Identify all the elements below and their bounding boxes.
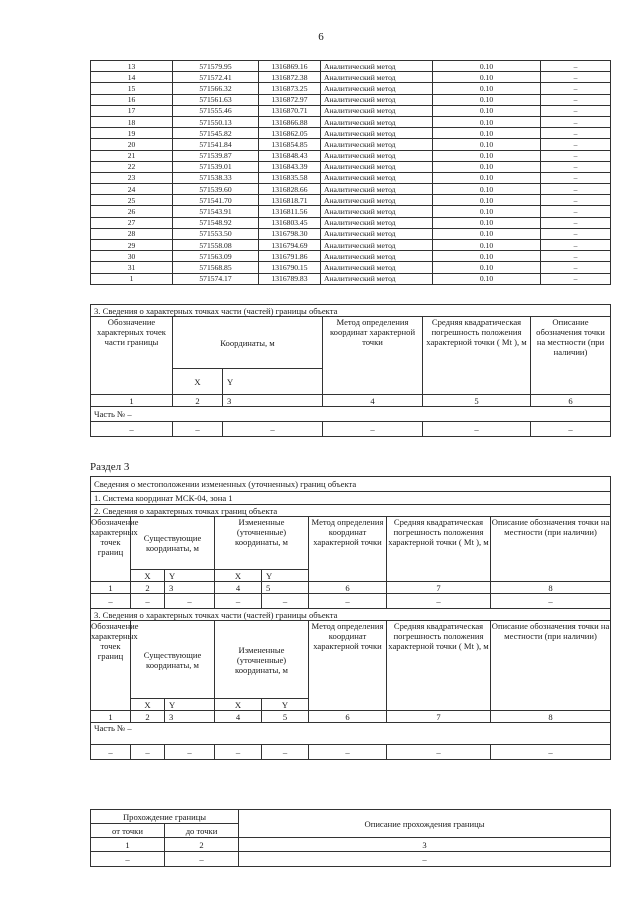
method-cell: Аналитический метод: [321, 128, 433, 139]
header-error: Средняя квадратическая погрешность положения характерной точки ( Mt ), м: [387, 621, 491, 711]
header-y: Y: [223, 369, 323, 395]
section3-table: [90, 476, 611, 760]
num-cell: 5: [262, 582, 309, 594]
header-error: Средняя квадратическая погрешность положения характерной точки ( Mt ), м: [387, 517, 491, 582]
description-cell: –: [541, 83, 611, 94]
num-cell: 5: [423, 395, 531, 407]
dash-cell: –: [91, 422, 173, 437]
method-cell: Аналитический метод: [321, 251, 433, 262]
point-number-cell: 23: [91, 172, 173, 183]
num-cell: 1: [91, 582, 131, 594]
dash-cell: –: [531, 422, 611, 437]
header-y: Y: [262, 699, 309, 711]
header-to: до точки: [165, 824, 239, 838]
x-coord-cell: 571539.60: [173, 184, 259, 195]
description-cell: –: [541, 184, 611, 195]
point-number-cell: 16: [91, 94, 173, 105]
num-cell: 2: [165, 838, 239, 852]
dash-cell: –: [239, 852, 611, 867]
y-coord-cell: 1316818.71: [259, 195, 321, 206]
description-cell: –: [541, 139, 611, 150]
table-row: [91, 228, 611, 239]
dash-cell: –: [262, 594, 309, 609]
error-cell: 0.10: [433, 94, 541, 105]
header-x: X: [131, 699, 165, 711]
description-cell: –: [541, 72, 611, 83]
num-cell: 6: [531, 395, 611, 407]
method-cell: Аналитический метод: [321, 72, 433, 83]
point-number-cell: 27: [91, 217, 173, 228]
y-coord-cell: 1316794.69: [259, 240, 321, 251]
num-cell: 5: [262, 711, 309, 723]
num-cell: 4: [215, 711, 262, 723]
num-cell: 3: [165, 582, 215, 594]
num-cell: 2: [173, 395, 223, 407]
dash-cell: –: [215, 745, 262, 760]
point-number-cell: 29: [91, 240, 173, 251]
table-row: [91, 172, 611, 183]
dash-cell: –: [491, 594, 611, 609]
point-number-cell: 30: [91, 251, 173, 262]
table-row: [91, 61, 611, 72]
error-cell: 0.10: [433, 172, 541, 183]
num-cell: 1: [91, 395, 173, 407]
table-row: [91, 217, 611, 228]
x-coord-cell: 571539.87: [173, 150, 259, 161]
table-row: [91, 72, 611, 83]
y-coord-cell: 1316870.71: [259, 105, 321, 116]
dash-cell: –: [215, 594, 262, 609]
error-cell: 0.10: [433, 228, 541, 239]
error-cell: 0.10: [433, 206, 541, 217]
description-cell: –: [541, 251, 611, 262]
y-coord-cell: 1316873.25: [259, 83, 321, 94]
y-coord-cell: 1316872.97: [259, 94, 321, 105]
dash-cell: –: [173, 422, 223, 437]
method-cell: Аналитический метод: [321, 240, 433, 251]
point-number-cell: 13: [91, 61, 173, 72]
description-cell: –: [541, 105, 611, 116]
x-coord-cell: 571545.82: [173, 128, 259, 139]
coords-table: [90, 60, 611, 285]
error-cell: 0.10: [433, 195, 541, 206]
table-row: [91, 262, 611, 273]
error-cell: 0.10: [433, 128, 541, 139]
header-y: Y: [165, 699, 215, 711]
dash-cell: –: [387, 745, 491, 760]
dash-cell: –: [91, 852, 165, 867]
point-number-cell: 15: [91, 83, 173, 94]
y-coord-cell: 1316789.83: [259, 273, 321, 284]
num-cell: 1: [91, 711, 131, 723]
x-coord-cell: 571541.70: [173, 195, 259, 206]
part-label: Часть № –: [91, 407, 611, 422]
dash-cell: –: [131, 594, 165, 609]
header-desc: Описание обозначения точки на местности (при наличии): [491, 517, 611, 582]
x-coord-cell: 571538.33: [173, 172, 259, 183]
x-coord-cell: 571541.84: [173, 139, 259, 150]
description-cell: –: [541, 94, 611, 105]
part3-title: 3. Сведения о характерных точках части (частей) границы объекта: [91, 609, 611, 621]
num-cell: 7: [387, 582, 491, 594]
point-number-cell: 19: [91, 128, 173, 139]
header-method: Метод определения координат характерной точки: [323, 317, 423, 395]
y-coord-cell: 1316872.38: [259, 72, 321, 83]
description-cell: –: [541, 206, 611, 217]
x-coord-cell: 571579.95: [173, 61, 259, 72]
table-row: [91, 105, 611, 116]
x-coord-cell: 571568.85: [173, 262, 259, 273]
method-cell: Аналитический метод: [321, 161, 433, 172]
coord-system: 1. Система координат МСК-04, зона 1: [91, 492, 611, 505]
method-cell: Аналитический метод: [321, 150, 433, 161]
num-cell: 3: [239, 838, 611, 852]
table-row: [91, 83, 611, 94]
error-cell: 0.10: [433, 72, 541, 83]
x-coord-cell: 571558.08: [173, 240, 259, 251]
num-cell: 3: [165, 711, 215, 723]
x-coord-cell: 571572.41: [173, 72, 259, 83]
y-coord-cell: 1316790.15: [259, 262, 321, 273]
point-number-cell: 26: [91, 206, 173, 217]
method-cell: Аналитический метод: [321, 262, 433, 273]
x-coord-cell: 571548.92: [173, 217, 259, 228]
table-row: [91, 273, 611, 284]
num-cell: 1: [91, 838, 165, 852]
table-row: [91, 128, 611, 139]
header-coords: Координаты, м: [173, 317, 323, 369]
description-cell: –: [541, 240, 611, 251]
y-coord-cell: 1316828.66: [259, 184, 321, 195]
header-x: X: [215, 570, 262, 582]
header-existing: Существующие координаты, м: [131, 517, 215, 570]
method-cell: Аналитический метод: [321, 195, 433, 206]
num-cell: 8: [491, 582, 611, 594]
point-number-cell: 17: [91, 105, 173, 116]
y-coord-cell: 1316854.85: [259, 139, 321, 150]
dash-cell: –: [131, 745, 165, 760]
num-cell: 7: [387, 711, 491, 723]
dash-cell: –: [91, 594, 131, 609]
method-cell: Аналитический метод: [321, 116, 433, 127]
dash-cell: –: [165, 852, 239, 867]
header-desc: Описание обозначения точки на местности (при наличии): [531, 317, 611, 395]
header-passage: Прохождение границы: [91, 810, 239, 824]
method-cell: Аналитический метод: [321, 172, 433, 183]
table-row: [91, 251, 611, 262]
x-coord-cell: 571561.63: [173, 94, 259, 105]
num-cell: 2: [131, 582, 165, 594]
header-x: X: [131, 570, 165, 582]
description-cell: –: [541, 61, 611, 72]
header-desc: Описание обозначения точки на местности (при наличии): [491, 621, 611, 711]
header-point: Обозначение характерных точек части границы: [91, 317, 173, 395]
x-coord-cell: 571563.09: [173, 251, 259, 262]
point-number-cell: 14: [91, 72, 173, 83]
passage-table: [90, 809, 611, 867]
x-coord-cell: 571550.13: [173, 116, 259, 127]
error-cell: 0.10: [433, 217, 541, 228]
header-y: Y: [165, 570, 215, 582]
header-error: Средняя квадратическая погрешность положения характерной точки ( Mt ), м: [423, 317, 531, 395]
y-coord-cell: 1316803.45: [259, 217, 321, 228]
header-changed: Измененные (уточненные) координаты, м: [215, 621, 309, 699]
method-cell: Аналитический метод: [321, 83, 433, 94]
dash-cell: –: [309, 745, 387, 760]
method-cell: Аналитический метод: [321, 273, 433, 284]
header-from: от точки: [91, 824, 165, 838]
y-coord-cell: 1316811.56: [259, 206, 321, 217]
section-title: 3. Сведения о характерных точках части (частей) границы объекта: [91, 305, 611, 317]
header-point: Обозначение характерных точек границ: [91, 517, 131, 582]
point-number-cell: 1: [91, 273, 173, 284]
dash-cell: –: [165, 594, 215, 609]
dash-cell: –: [387, 594, 491, 609]
y-coord-cell: 1316798.30: [259, 228, 321, 239]
error-cell: 0.10: [433, 251, 541, 262]
y-coord-cell: 1316835.58: [259, 172, 321, 183]
x-coord-cell: 571574.17: [173, 273, 259, 284]
dash-cell: –: [423, 422, 531, 437]
point-number-cell: 20: [91, 139, 173, 150]
description-cell: –: [541, 217, 611, 228]
num-cell: 6: [309, 711, 387, 723]
point-number-cell: 21: [91, 150, 173, 161]
error-cell: 0.10: [433, 184, 541, 195]
dash-cell: –: [309, 594, 387, 609]
method-cell: Аналитический метод: [321, 105, 433, 116]
header-method: Метод определения координат характерной точки: [309, 621, 387, 711]
error-cell: 0.10: [433, 240, 541, 251]
table-row: [91, 116, 611, 127]
y-coord-cell: 1316862.05: [259, 128, 321, 139]
section3-title: Сведения о местоположении измененных (уточненных) границ объекта: [91, 477, 611, 492]
table-row: [91, 150, 611, 161]
error-cell: 0.10: [433, 61, 541, 72]
header-existing: Существующие координаты, м: [131, 621, 215, 699]
x-coord-cell: 571539.01: [173, 161, 259, 172]
description-cell: –: [541, 262, 611, 273]
description-cell: –: [541, 150, 611, 161]
table-row: [91, 206, 611, 217]
dash-cell: –: [165, 745, 215, 760]
table-row: [91, 94, 611, 105]
y-coord-cell: 1316843.39: [259, 161, 321, 172]
method-cell: Аналитический метод: [321, 217, 433, 228]
error-cell: 0.10: [433, 83, 541, 94]
table-row: [91, 195, 611, 206]
page-number: 6: [318, 31, 324, 43]
description-cell: –: [541, 273, 611, 284]
error-cell: 0.10: [433, 161, 541, 172]
header-x: X: [173, 369, 223, 395]
dash-cell: –: [262, 745, 309, 760]
num-cell: 3: [223, 395, 323, 407]
x-coord-cell: 571543.91: [173, 206, 259, 217]
point-number-cell: 18: [91, 116, 173, 127]
error-cell: 0.10: [433, 116, 541, 127]
x-coord-cell: 571553.50: [173, 228, 259, 239]
description-cell: –: [541, 228, 611, 239]
x-coord-cell: 571566.32: [173, 83, 259, 94]
error-cell: 0.10: [433, 273, 541, 284]
description-cell: –: [541, 161, 611, 172]
y-coord-cell: 1316791.86: [259, 251, 321, 262]
table-row: [91, 161, 611, 172]
header-x: X: [215, 699, 262, 711]
error-cell: 0.10: [433, 105, 541, 116]
point-number-cell: 22: [91, 161, 173, 172]
section2-part3-table: [90, 304, 611, 437]
header-method: Метод определения координат характерной точки: [309, 517, 387, 582]
point-number-cell: 31: [91, 262, 173, 273]
y-coord-cell: 1316866.88: [259, 116, 321, 127]
point-number-cell: 25: [91, 195, 173, 206]
method-cell: Аналитический метод: [321, 139, 433, 150]
y-coord-cell: 1316848.43: [259, 150, 321, 161]
x-coord-cell: 571555.46: [173, 105, 259, 116]
method-cell: Аналитический метод: [321, 184, 433, 195]
method-cell: Аналитический метод: [321, 61, 433, 72]
num-cell: 6: [309, 582, 387, 594]
dash-cell: –: [223, 422, 323, 437]
description-cell: –: [541, 128, 611, 139]
method-cell: Аналитический метод: [321, 206, 433, 217]
description-cell: –: [541, 172, 611, 183]
num-cell: 2: [131, 711, 165, 723]
header-y: Y: [262, 570, 309, 582]
table-row: [91, 240, 611, 251]
dash-cell: –: [323, 422, 423, 437]
table-row: [91, 184, 611, 195]
error-cell: 0.10: [433, 139, 541, 150]
error-cell: 0.10: [433, 262, 541, 273]
point-number-cell: 24: [91, 184, 173, 195]
method-cell: Аналитический метод: [321, 94, 433, 105]
description-cell: –: [541, 195, 611, 206]
num-cell: 4: [215, 582, 262, 594]
dash-cell: –: [91, 745, 131, 760]
method-cell: Аналитический метод: [321, 228, 433, 239]
error-cell: 0.10: [433, 150, 541, 161]
dash-cell: –: [491, 745, 611, 760]
header-passage-desc: Описание прохождения границы: [239, 810, 611, 838]
num-cell: 8: [491, 711, 611, 723]
description-cell: –: [541, 116, 611, 127]
num-cell: 4: [323, 395, 423, 407]
y-coord-cell: 1316869.16: [259, 61, 321, 72]
point-number-cell: 28: [91, 228, 173, 239]
section-heading: Раздел 3: [90, 461, 130, 473]
header-changed: Измененные (уточненные) координаты, м: [215, 517, 309, 570]
header-point: Обозначение характерных точек границ: [91, 621, 131, 711]
part2-title: 2. Сведения о характерных точках границ объекта: [91, 505, 611, 517]
table-row: [91, 139, 611, 150]
part-label: Часть № –: [91, 723, 611, 745]
